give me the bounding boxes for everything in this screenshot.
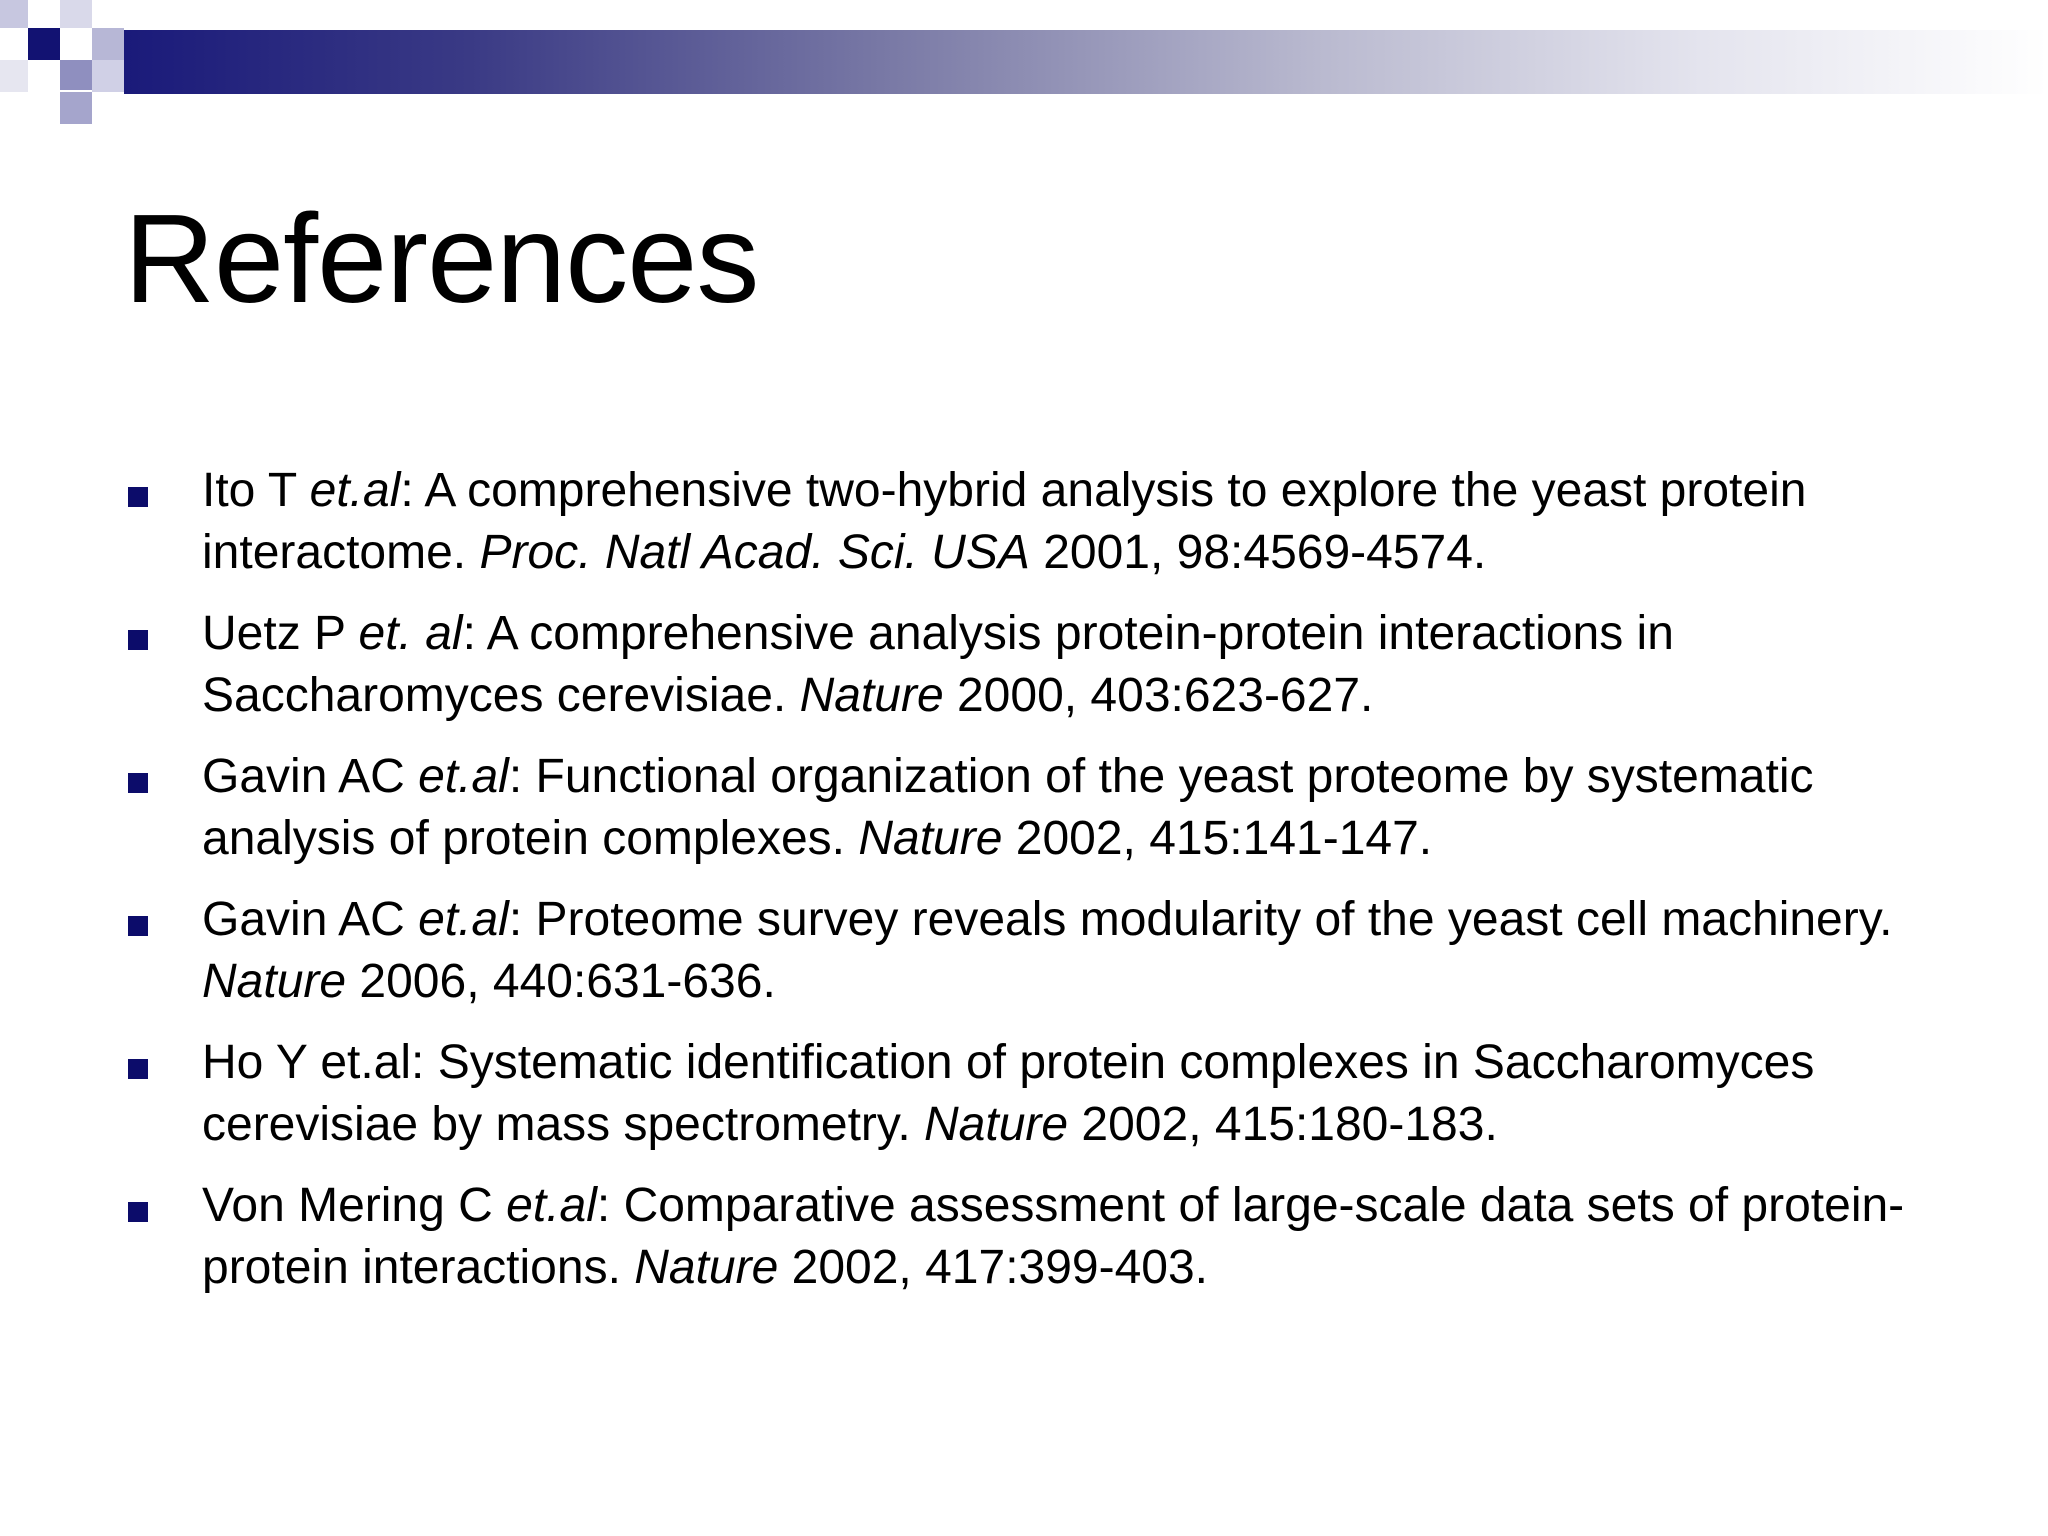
reference-journal: Nature xyxy=(858,812,1003,865)
reference-journal: Nature xyxy=(634,1241,779,1294)
reference-etal: et.al xyxy=(506,1179,597,1232)
reference-journal: Nature xyxy=(924,1098,1069,1151)
reference-item xyxy=(124,746,1964,870)
reference-author: Gavin AC xyxy=(202,750,419,803)
decorative-square xyxy=(92,28,124,60)
reference-item xyxy=(124,1175,1964,1299)
reference-citation: 2001, 98:4569-4574. xyxy=(1029,526,1487,579)
reference-journal: Proc. Natl Acad. Sci. USA xyxy=(479,526,1030,579)
reference-list xyxy=(124,460,1964,1318)
reference-item xyxy=(124,1032,1964,1156)
decorative-square xyxy=(60,0,92,28)
reference-item xyxy=(124,603,1964,727)
reference-journal: Nature xyxy=(202,955,347,1008)
reference-title: : A comprehensive analysis protein-protein interactions in Saccharomyces cerevisiae. xyxy=(202,607,1674,722)
reference-citation: 2000, 403:623-627. xyxy=(943,669,1374,722)
square-bullet-icon xyxy=(128,916,148,936)
reference-etal: et. al xyxy=(358,607,463,660)
reference-author: Von Mering C xyxy=(202,1179,507,1232)
reference-citation: 2006, 440:631-636. xyxy=(346,955,776,1008)
decorative-square xyxy=(60,60,92,90)
reference-citation: 2002, 415:141-147. xyxy=(1002,812,1433,865)
reference-citation: 2002, 415:180-183. xyxy=(1068,1098,1498,1151)
reference-author: Ho Y et.al: Systematic identification of protein complexes in Saccharomyces cerevisiae by mass spectrometry. xyxy=(202,1036,1815,1151)
slide-title: References xyxy=(124,188,759,329)
reference-author: Uetz P xyxy=(202,607,359,660)
decorative-square xyxy=(92,60,124,92)
reference-item xyxy=(124,889,1964,1013)
square-bullet-icon xyxy=(128,630,148,650)
decorative-square xyxy=(28,28,60,60)
decorative-square xyxy=(60,92,92,124)
reference-author: Ito T xyxy=(202,464,310,517)
square-bullet-icon xyxy=(128,487,148,507)
reference-etal: et.al xyxy=(309,464,401,517)
reference-title: : Proteome survey reveals modularity of the yeast cell machinery. xyxy=(508,893,1893,946)
square-bullet-icon xyxy=(128,773,148,793)
reference-title: : Comparative assessment of large-scale data sets of protein-protein interactions. xyxy=(202,1179,1905,1294)
reference-title: : Functional organization of the yeast proteome by systematic analysis of protein complexes. xyxy=(202,750,1814,865)
reference-citation: 2002, 417:399-403. xyxy=(778,1241,1209,1294)
reference-etal: et.al xyxy=(418,893,509,946)
decorative-square xyxy=(0,60,28,92)
reference-item xyxy=(124,460,1964,584)
reference-etal: et.al xyxy=(418,750,509,803)
reference-journal: Nature xyxy=(799,669,944,722)
reference-author: Gavin AC xyxy=(202,893,419,946)
reference-title: : A comprehensive two-hybrid analysis to explore the yeast protein interactome. xyxy=(202,464,1807,579)
header-gradient-bar xyxy=(124,30,2048,94)
square-bullet-icon xyxy=(128,1202,148,1222)
square-bullet-icon xyxy=(128,1059,148,1079)
decorative-square xyxy=(0,0,28,28)
